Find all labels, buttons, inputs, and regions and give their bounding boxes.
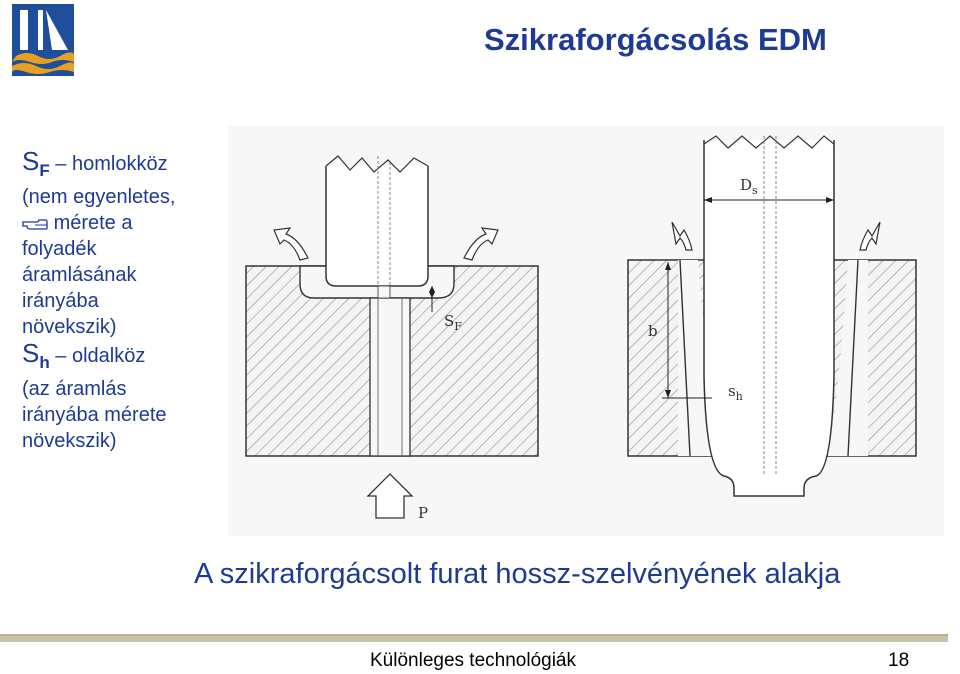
b-figure-label: b [648, 322, 658, 340]
sh-line: (az áramlás [22, 378, 127, 400]
sf-line: irányába [22, 290, 99, 312]
footer-divider [0, 634, 948, 642]
pointing-hand-icon [22, 217, 48, 231]
sh-line: irányába mérete [22, 404, 167, 426]
sf-description: – homlokköz [49, 153, 168, 175]
ds-figure-label: $D_s$ [740, 176, 758, 197]
sh-subscript: h [39, 353, 50, 372]
left-notes [22, 148, 232, 454]
sf-subscript: F [39, 161, 50, 180]
page-number: 18 [888, 650, 910, 671]
sf-figure-label: $S_F$ [444, 312, 462, 333]
footer-text: Különleges technológiák [370, 650, 576, 671]
sh-line: növekszik) [22, 430, 117, 452]
sf-line: (nem egyenletes, [22, 186, 176, 208]
edm-cross-section-figure [228, 126, 944, 536]
sh-figure-label: $s_h$ [728, 382, 743, 403]
sf-line: áramlásának [22, 264, 137, 286]
sf-symbol: S [22, 146, 40, 176]
sf-line-hand [22, 210, 232, 236]
figure-caption: A szikraforgácsolt furat hossz-szelvényének alakja [194, 558, 841, 590]
right-electrode [704, 136, 834, 496]
left-electrode [326, 156, 428, 298]
sh-heading [22, 340, 232, 376]
left-workpiece [246, 266, 538, 456]
sf-heading [22, 148, 232, 184]
sf-line: folyadék [22, 238, 97, 260]
pressure-label: P [418, 504, 429, 522]
page-title: Szikraforgácsolás EDM [484, 22, 827, 57]
sh-symbol: S [22, 338, 40, 368]
logo [12, 4, 74, 76]
sf-line: mérete a [53, 212, 133, 234]
sh-description: – oldalköz [49, 345, 146, 367]
sf-line: növekszik) [22, 316, 117, 338]
